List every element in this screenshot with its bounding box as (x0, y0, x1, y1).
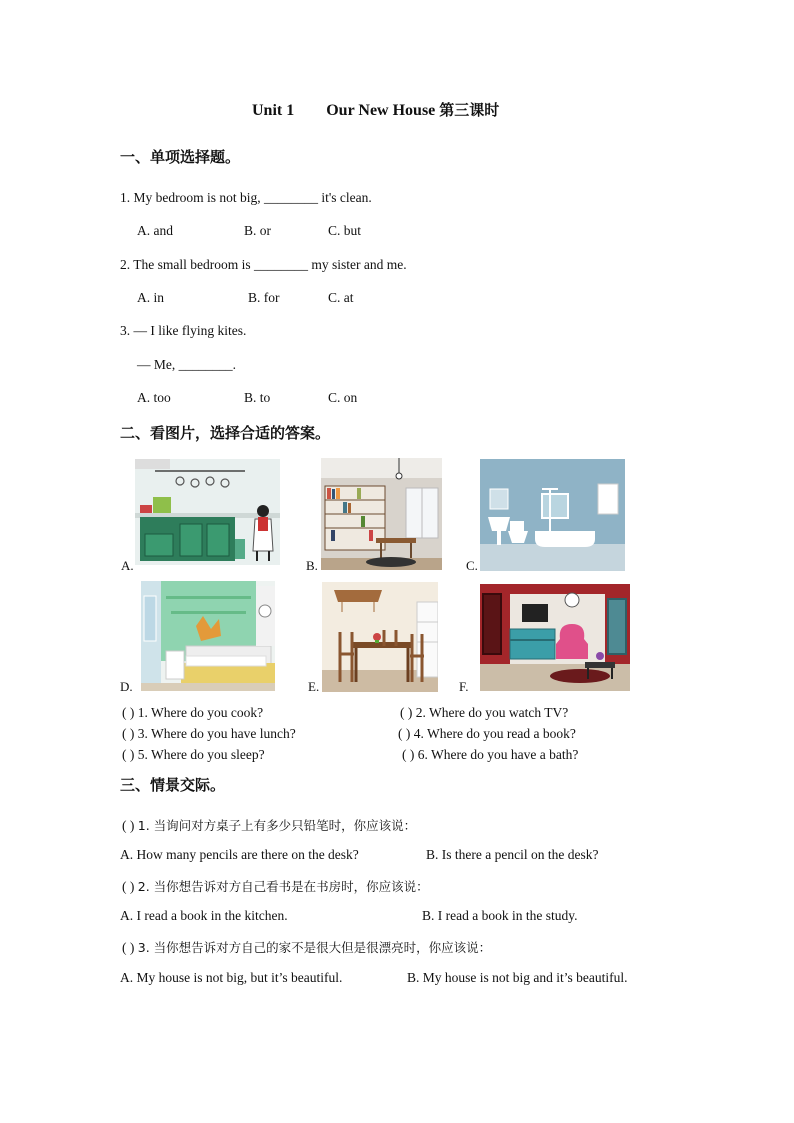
q2-option-c: C. at (328, 290, 354, 305)
q3-option-a: A. too (137, 390, 171, 405)
answer-blank[interactable]: ( ) (398, 726, 411, 741)
q1-stem: 1. My bedroom is not big, ________ it's clean. (120, 190, 372, 205)
study-picture (321, 458, 442, 570)
s2-q5 (122, 747, 265, 763)
picture-label-f: F. (459, 679, 469, 694)
title-lesson: 第三课时 (439, 101, 500, 119)
q3-option-b: B. to (244, 390, 271, 405)
answer-blank[interactable]: ( ) (122, 747, 135, 762)
answer-blank[interactable]: ( ) (122, 879, 135, 894)
bathroom-picture (480, 459, 625, 571)
page-title (252, 99, 499, 120)
s2-q6 (402, 747, 578, 763)
q2-option-a: A. in (137, 290, 164, 305)
s3-item2-option-b: B. I read a book in the study. (422, 908, 578, 923)
q1-option-b: B. or (244, 223, 271, 238)
answer-blank[interactable]: ( ) (122, 726, 135, 741)
s3-item3-option-b: B. My house is not big and it’s beautiful. (407, 970, 628, 985)
answer-blank[interactable]: ( ) (122, 940, 135, 955)
q3-stem: 3. — I like flying kites. (120, 323, 247, 338)
dining-room-picture (322, 582, 438, 692)
living-room-picture (480, 584, 630, 691)
bedroom-picture (141, 581, 275, 691)
s3-item1-prompt-text: 1. 当询问对方桌子上有多少只铅笔时，你应该说： (137, 818, 417, 833)
q3-option-c: C. on (328, 390, 358, 405)
answer-blank[interactable]: ( ) (402, 747, 415, 762)
picture-label-e: E. (308, 679, 320, 694)
s3-item2-option-a: A. I read a book in the kitchen. (120, 908, 288, 923)
answer-blank[interactable]: ( ) (122, 818, 135, 833)
answer-blank[interactable]: ( ) (122, 705, 135, 720)
q1-option-a: A. and (137, 223, 173, 238)
s2-q2-text: 2. Where do you watch TV? (415, 705, 569, 720)
title-name: Our New House (326, 102, 436, 119)
s2-q2 (400, 705, 568, 721)
title-unit: Unit 1 (252, 102, 295, 119)
picture-label-c: C. (466, 558, 478, 573)
s3-item2-prompt (122, 877, 429, 895)
s2-q4-text: 4. Where do you read a book? (413, 726, 576, 741)
s2-q1-text: 1. Where do you cook? (137, 705, 264, 720)
kitchen-picture (135, 459, 280, 565)
picture-label-a: A. (121, 558, 134, 573)
picture-label-d: D. (120, 679, 133, 694)
picture-label-b: B. (306, 558, 318, 573)
s2-q3 (122, 726, 296, 742)
s2-q6-text: 6. Where do you have a bath? (417, 747, 579, 762)
s3-item3-prompt (122, 938, 491, 956)
s2-q1 (122, 705, 263, 721)
s3-item1-option-b: B. Is there a pencil on the desk? (426, 847, 599, 862)
q1-option-c: C. but (328, 223, 362, 238)
s3-item3-prompt-text: 3. 当你想告诉对方自己的家不是很大但是很漂亮时，你应该说： (137, 940, 492, 955)
section3-heading: 三、情景交际。 (120, 776, 226, 794)
q2-stem: 2. The small bedroom is ________ my sister and me. (120, 257, 407, 272)
answer-blank[interactable]: ( ) (400, 705, 413, 720)
section2-heading: 二、看图片，选择合适的答案。 (120, 424, 331, 442)
s3-item1-option-a: A. How many pencils are there on the desk? (120, 847, 359, 862)
s3-item2-prompt-text: 2. 当你想告诉对方自己看书是在书房时，你应该说： (137, 879, 429, 894)
q3-stem-reply: — Me, ________. (137, 357, 236, 372)
section1-heading: 一、单项选择题。 (120, 148, 241, 166)
s3-item3-option-a: A. My house is not big, but it’s beautiful. (120, 970, 343, 985)
q2-option-b: B. for (248, 290, 280, 305)
s2-q5-text: 5. Where do you sleep? (137, 747, 265, 762)
s3-item1-prompt (122, 816, 416, 834)
s2-q4 (398, 726, 576, 742)
s2-q3-text: 3. Where do you have lunch? (137, 726, 296, 741)
